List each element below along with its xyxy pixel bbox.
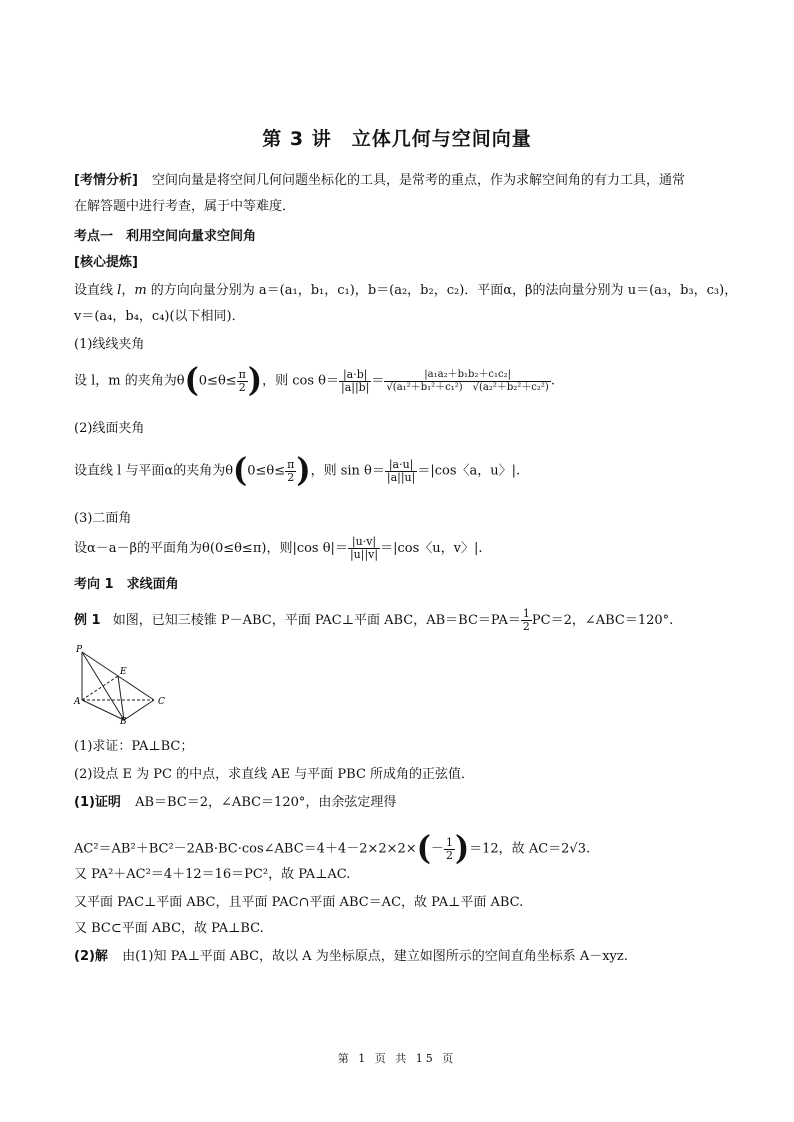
s1-text-mid: ，则 cos θ＝ bbox=[262, 373, 339, 389]
core-heading: [核心提炼] bbox=[74, 255, 138, 270]
s1-range-den: 2 bbox=[238, 380, 246, 394]
label-b: B bbox=[120, 717, 127, 724]
solution-tag: (2)解 bbox=[74, 949, 108, 964]
s1-left-paren: ( bbox=[184, 361, 199, 400]
s2-range-den: 2 bbox=[287, 470, 295, 484]
def-m: m bbox=[134, 283, 147, 298]
s2-text-pre: 设直线 l 与平面α的夹角为θ bbox=[74, 463, 234, 479]
intro-line-1 bbox=[74, 172, 685, 190]
s2-right-paren: ) bbox=[296, 451, 311, 490]
s3-text-pre: 设α－a－β的平面角为θ(0≤θ≤π)，则|cos θ|＝ bbox=[74, 541, 348, 556]
s1-range-fraction bbox=[237, 369, 248, 394]
s2-formula-line bbox=[74, 451, 521, 490]
page-footer: 第 1 页 共 15 页 bbox=[337, 1052, 457, 1065]
proof-text-2-pre: AC²＝AB²＋BC²－2AB·BC·cos∠ABC＝4＋4－2×2×2× bbox=[74, 841, 417, 857]
s2-f-num: |a·u| bbox=[385, 459, 417, 472]
s1-range: 0≤θ≤ bbox=[198, 373, 237, 389]
def-text-e: 的方向向量分别为 bbox=[146, 283, 259, 298]
s3-f-den: |u||v| bbox=[349, 548, 379, 561]
proof-line-5: 又 BC⊂平面 ABC，故 PA⊥BC. bbox=[74, 921, 264, 936]
example-text-end: PC＝2，∠ABC＝120°. bbox=[531, 613, 674, 628]
s1-f2-num: |a₁a₂＋b₁b₂＋c₁c₂| bbox=[384, 369, 550, 382]
proof-line-1 bbox=[74, 794, 396, 812]
example-line bbox=[74, 608, 673, 633]
s3-text-end: ＝|cos〈u，v〉|. bbox=[380, 541, 483, 556]
s2-text-mid: ，则 sin θ＝ bbox=[310, 463, 385, 479]
example-half bbox=[521, 608, 532, 633]
label-a: A bbox=[74, 697, 81, 707]
intro-line-2: 在解答题中进行考查，属于中等难度． bbox=[74, 199, 296, 214]
edge-ae bbox=[82, 676, 118, 700]
s1-right-paren: ) bbox=[247, 361, 263, 400]
proof-line-4: 又平面 PAC⊥平面 ABC，且平面 PAC∩平面 ABC＝AC，故 PA⊥平面 ABC. bbox=[74, 895, 524, 910]
s1-text-pre: 设 l，m 的夹角为θ bbox=[74, 373, 185, 389]
edge-eb bbox=[118, 676, 124, 720]
label-c: C bbox=[158, 697, 165, 707]
proof-left-paren: ( bbox=[416, 829, 431, 868]
s1-f2-den: √(a₁²＋b₁²＋c₁²) √(a₂²＋b₂²＋c₂²) bbox=[386, 381, 549, 393]
definition-line-2: v＝(a₄，b₄，c₄)(以下相同)． bbox=[74, 309, 245, 324]
point-heading: 考点一 利用空间向量求空间角 bbox=[74, 229, 257, 244]
s3-fraction bbox=[348, 536, 380, 561]
proof-tag: (1)证明 bbox=[74, 795, 121, 810]
proof-f-den: 2 bbox=[445, 848, 453, 862]
intro-tag: [考情分析] bbox=[74, 173, 138, 188]
proof-neg: － bbox=[430, 841, 444, 857]
example-text-pre: 如图，已知三棱锥 P－ABC，平面 PAC⊥平面 ABC，AB＝BC＝PA＝ bbox=[112, 613, 521, 628]
s2-range-fraction bbox=[285, 459, 296, 484]
s1-fraction-1 bbox=[339, 369, 371, 394]
s2-range-num: π bbox=[287, 457, 295, 471]
definition-line-1 bbox=[74, 282, 737, 300]
s2-text-end: ＝|cos〈a，u〉|. bbox=[417, 463, 521, 479]
s2-left-paren: ( bbox=[233, 451, 248, 490]
proof-f-num: 1 bbox=[445, 835, 453, 849]
direction-heading: 考向 1 求线面角 bbox=[74, 577, 179, 592]
def-text-a: 设直线 bbox=[74, 283, 118, 298]
s1-formula-line bbox=[74, 361, 555, 400]
label-p: P bbox=[76, 645, 83, 655]
label-e: E bbox=[120, 667, 127, 677]
question-2: (2)设点 E 为 PC 的中点，求直线 AE 与平面 PBC 所成角的正弦值． bbox=[74, 767, 475, 782]
def-comma: ， bbox=[121, 283, 135, 298]
solution-text: 由(1)知 PA⊥平面 ABC，故以 A 为坐标原点，建立如图所示的空间直角坐标系 A－xyz. bbox=[122, 949, 628, 964]
s1-eq: ＝ bbox=[371, 373, 385, 389]
s1-f1-num: |a·b| bbox=[339, 369, 371, 382]
question-1: (1)求证：PA⊥BC； bbox=[74, 739, 194, 754]
solution-line bbox=[74, 948, 628, 966]
s3-formula-line bbox=[74, 536, 482, 561]
example-half-num: 1 bbox=[522, 607, 530, 620]
edge-bc bbox=[124, 700, 154, 720]
page-title: 第 3 讲 立体几何与空间向量 bbox=[262, 128, 532, 150]
s3-f-num: |u·v| bbox=[348, 536, 380, 549]
example-half-den: 2 bbox=[522, 620, 530, 633]
proof-line-2 bbox=[74, 829, 591, 868]
s2-f-den: |a||u| bbox=[386, 470, 416, 484]
def-a-vector: a＝(a₁，b₁，c₁)， bbox=[258, 283, 368, 298]
pyramid-figure bbox=[72, 644, 176, 724]
proof-line-3: 又 PA²＋AC²＝4＋12＝16＝PC²，故 PA⊥AC. bbox=[74, 867, 351, 882]
s1-end: . bbox=[550, 373, 555, 389]
s2-range: 0≤θ≤ bbox=[247, 463, 286, 479]
proof-text-1: AB＝BC＝2，∠ABC＝120°，由余弦定理得 bbox=[135, 795, 397, 810]
def-b-vector: b＝(a₂，b₂，c₂)．平面α，β的法向量分别为 u＝(a₃，b₃，c₃)， bbox=[367, 283, 738, 298]
example-tag: 例 1 bbox=[74, 613, 101, 628]
s1-fraction-2 bbox=[384, 369, 550, 394]
s2-fraction bbox=[385, 459, 417, 484]
s1-range-num: π bbox=[238, 367, 246, 381]
proof-text-2-end: ＝12，故 AC＝2√3. bbox=[469, 841, 591, 857]
proof-right-paren: ) bbox=[454, 829, 470, 868]
proof-fraction bbox=[444, 837, 455, 862]
s2-heading: (2)线面夹角 bbox=[74, 421, 145, 436]
s3-heading: (3)二面角 bbox=[74, 511, 132, 526]
intro-text-1: 空间向量是将空间几何问题坐标化的工具，是常考的重点，作为求解空间角的有力工具，通常 bbox=[152, 173, 686, 188]
s1-heading: (1)线线夹角 bbox=[74, 337, 145, 352]
def-l: l bbox=[117, 283, 122, 298]
s1-f1-den: |a||b| bbox=[340, 380, 370, 394]
